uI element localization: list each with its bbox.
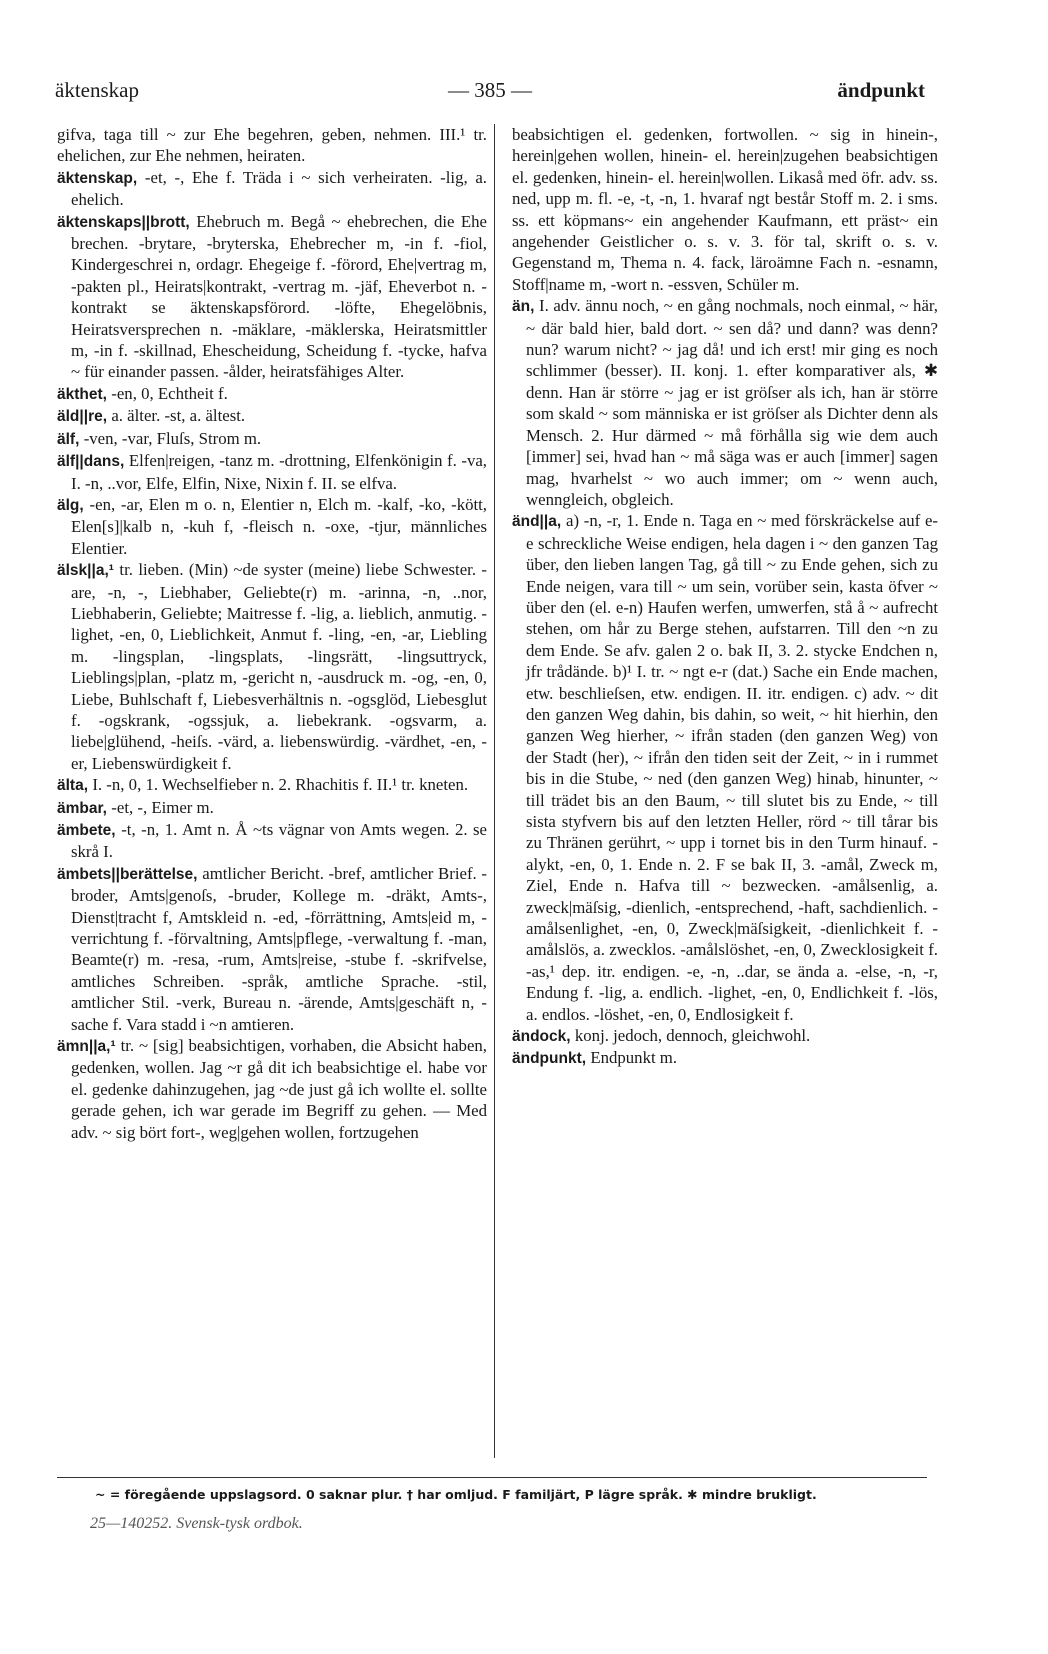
dictionary-entry	[57, 211, 487, 383]
column-divider	[494, 124, 495, 1458]
dictionary-entry	[57, 405, 487, 427]
running-header	[55, 78, 925, 112]
entry-definition: Elfen|reigen, -tanz m. -drottning, Elfenkönigin f. -va, I. -n, ..vor, Elfe, Elfin, Nixe, Nixin f. II. se elfva.	[71, 451, 487, 493]
abbreviation-legend: ~ = föregående uppslagsord. 0 saknar plur. † har omljud. F familjärt, P lägre språk. ✱ mindre brukligt.	[95, 1487, 817, 1502]
left-column	[57, 124, 487, 1143]
entry-headword: älf,	[57, 430, 84, 448]
entry-definition: Ehebruch m. Begå ~ ehebrechen, die Ehe brechen. -brytare, -bryterska, Ehebrecher m, -in f. -fiol, Kindergeschrei n, ordagr. Ehegeige f. -förord, Ehe|vertrag m, -pakten pl., Heirats|kontrakt, -vertrag m. -jäf, Eheverbot n. -kontrakt se äktenskapsförord. -löfte, Ehegelöbnis, Heiratsversprechen n. -mäklare, -mäklerska, Heiratsmittler m, -in f. -skillnad, Ehescheidung, Scheidung f. -tycke, hafva ~ für einander passen. -ålder, heiratsfähiges Alter.	[71, 211, 487, 382]
entry-headword: ämbete,	[57, 822, 122, 839]
entry-headword: äktenskap,	[57, 169, 145, 187]
dictionary-entry	[57, 450, 487, 494]
dictionary-entry	[512, 295, 938, 510]
entry-definition: -et, -, Eimer m.	[111, 797, 214, 817]
page-number: — 385 —	[448, 78, 532, 102]
header-left-catchword: äktenskap	[55, 78, 139, 102]
entry-headword: än,	[512, 298, 540, 316]
entry-definition: I. adv. ännu noch, ~ en gång nochmals, noch einmal, ~ här, ~ där bald hier, bald dort. ~ sen då? und dann? was denn? nun? warum nicht? ~ jag då! und ich erst! mir ging es noch schlimmer (besser). II. konj. 1. efter komparativer als, ✱ denn. Han är större ~ jag er ist gröſser als ich, han är större som skald ~ som människa er ist gröſser als Dichter denn als Mensch. 2. Hur därmed ~ må förhålla sig wie dem auch [immer] sei, hvad han ~ må säga was er auch [immer] sagen mag, hvarhelst ~ wo auch immer; om ~ wenn auch, wenngleich, obgleich.	[526, 296, 939, 509]
entry-definition: gifva, taga till ~ zur Ehe begehren, geben, nehmen. III.¹ tr. ehelichen, zur Ehe nehmen, heiraten.	[57, 125, 487, 166]
dictionary-entry	[57, 774, 487, 796]
entry-definition: -en, -ar, Elen m o. n, Elentier n, Elch m. -kalf, -ko, -kött, Elen[s]|kalb n, -kuh f, -fleisch n. -oxe, -tjur, männliches Elentier.	[71, 494, 487, 558]
entry-definition: konj. jedoch, dennoch, gleichwohl.	[574, 1026, 811, 1046]
dictionary-entry	[512, 1047, 938, 1069]
dictionary-entry	[57, 494, 487, 559]
entry-definition: Endpunkt m.	[590, 1048, 678, 1068]
entry-headword: ämbar,	[57, 799, 112, 817]
header-right-catchword: ändpunkt	[837, 78, 925, 102]
dictionary-entry	[57, 167, 487, 211]
entry-definition: tr. ~ [sig] beabsichtigen, vorhaben, die Absicht haben, gedenken, wollen. Jag ~r gå dit ich beabsichtige el. habe vor el. gedenke dahinzugehen, jag ~de just gå ich wollte el. sollte gerade gehen, ich war gerade im Begriff zu gehen. — Med adv. ~ sig bört fort-, weg|gehen wollen, fortzugehen	[71, 1036, 487, 1142]
entry-definition: -et, -, Ehe f. Träda i ~ sich verheiraten. -lig, a. ehelich.	[71, 167, 487, 210]
dictionary-entry	[57, 797, 487, 819]
entry-headword: älsk||a,¹	[57, 562, 120, 580]
printer-signature: 25—140252. Svensk-tysk ordbok.	[90, 1515, 303, 1532]
dictionary-entry	[57, 428, 487, 450]
entry-headword: ändpunkt,	[512, 1050, 591, 1068]
entry-definition: -ven, -var, Fluſs, Strom m.	[83, 428, 262, 448]
entry-headword: älta,	[57, 777, 93, 795]
entry-headword: ämbets||berättelse,	[57, 865, 203, 883]
entry-headword: äktenskaps||brott,	[57, 213, 197, 231]
entry-definition: beabsichtigen el. gedenken, fortwollen. ~ sig in hinein-, herein|gehen wollen, hinein- el. herein|zugehen beabsichtigen el. gedenken, hinein- el. herein|wollen. Likaså med öfr. adv. ss. ned, upp m. fl. -e, -t, -n, 1. hvaraf ngt består Stoff m. 2. i sms. ss. ett köpmans~ ein angehender Kaufmann, ett präst~ ein angehender Geistlicher o. s. v. 3. för tal, skrift o. s. v. Gegenstand m, Thema n. 4. fack, läroämne Fach n. -esnamn, Stoff|name m, -wort n. -essven, Schüler m.	[512, 125, 938, 294]
entry-definition: a) -n, -r, 1. Ende n. Taga en ~ med förskräckelse auf e-e schreckliche Weise endigen, hela dagen i ~ den ganzen Tag über, den lieben langen Tag, gå till ~ zu Ende gehen, sich zu Ende neigen, vara till ~ um sein, vorüber sein, kasta öfver ~ über den (el. e-n) Haufen werfen, umwerfen, stå å ~ aufrecht stehen, om hår zu Berge stehen, aufstarren. Till den ~n zu dem Ende. Se afv. galen 2 o. bak II, 3. 2. stycke Endchen n, jfr trådände. b)¹ I. tr. ~ ngt e-r (dat.) Sache ein Ende machen, etw. beschlieſsen, etw. endigen. II. itr. endigen. c) adv. ~ dit den ganzen Weg dahin, bis dahin, so weit, ~ hit hierhin, den ganzen Weg hierher, ~ ifrån staden (den ganzen Weg) von der Stadt (her), ~ ifrån den tiden seit der Zeit, ~ in i rummet bis in die Stube, ~ ned (den ganzen Weg) hinab, hinunter, ~ till trädet bis an den Baum, ~ till slutet bis zu Ende, ~ till sista styfvern bis auf den letzten Heller, rörd ~ till tårar bis zu Thränen gerührt, ~ upp i tornet bis in den Turm hinauf. -alykt, -en, 0, 1. Ende n. 2. F se bak II, 3. -amål, Zweck m, Ziel, Ende n. Hafva till ~ bezwecken. -amålsenlig, a. zweck|mäſsig, -dienlich, -entsprechend, -haft, sachdienlich. -amålsenlighet, -en, 0, Zweck|mäſsigkeit, -dienlichkeit f. -amålslös, a. zwecklos. -amålslöshet, -en, 0, Zwecklosigkeit f. -as,¹ dep. itr. endigen. -e, -n, ..dar, se ända a. -else, -n, -r, Endung f. -lig, a. endlich. -lighet, -en, 0, Endlichkeit f. -lös, a. endlos. -löshet, -en, 0, Endlosigkeit f.	[526, 511, 938, 1024]
entry-definition: -t, -n, 1. Amt n. Å ~ts vägnar von Amts wegen. 2. se skrå I.	[71, 820, 487, 862]
right-column	[512, 124, 938, 1070]
entry-headword: äkthet,	[57, 385, 112, 403]
dictionary-entry	[57, 559, 487, 774]
entry-headword: ändock,	[512, 1028, 575, 1046]
entry-definition: tr. lieben. (Min) ~de syster (meine) liebe Schwester. -are, -n, -, Liebhaber, Geliebte(r) m. -arinna, -n, ..nor, Liebhaberin, Geliebte; Maitresse f. -lig, a. lieblich, anmutig. -lighet, -en, 0, Lieblichkeit, Anmut f. -ling, -en, -ar, Liebling m. -lingsplan, -lingsplats, -lingsrätt, -lingsuttryck, Lieblings|plan, -platz m, -gericht n, -ausdruck m. -og, -en, 0, Liebe, Buhlschaft f, Liebesverhältnis n. -ogsglöd, Liebesglut f. -ogskrank, -ogssjuk, a. liebekrank. -ogsvarm, a. liebe|glühend, -heiſs. -värd, a. liebenswürdig. -värdhet, -en, -er, Liebenswürdigkeit f.	[71, 560, 487, 773]
dictionary-entry	[57, 383, 487, 405]
entry-headword: älf||dans,	[57, 453, 129, 471]
entry-definition: I. -n, 0, 1. Wechselfieber n. 2. Rhachitis f. II.¹ tr. kneten.	[92, 775, 469, 795]
entry-headword: äld||re,	[57, 408, 112, 426]
entry-headword: älg,	[57, 496, 90, 514]
entry-headword: ämn||a,¹	[57, 1038, 121, 1056]
entry-definition: a. älter. -st, a. ältest.	[111, 406, 246, 426]
entry-headword: änd||a,	[512, 513, 566, 531]
dictionary-entry	[512, 1025, 938, 1047]
dictionary-entry	[57, 1035, 487, 1143]
entry-definition: amtlicher Bericht. -bref, amtlicher Brief. -broder, Amts|genoſs, -bruder, Kollege m. -dräkt, Amts-, Dienst|tracht f, Amtskleid n. -ed, -förrättning, Amts|eid m, -verrichtung f. -förvaltning, Amts|pflege, -verwaltung f. -man, Beamte(r) m. -resa, -rum, Amts|reise, -stube f. -skrifvelse, amtliches Schreiben. -språk, amtliche Sprache. -stil, amtlicher Stil. -verk, Bureau n. -ärende, Amts|geschäft n, -sache f. Vara stadd i ~n amtieren.	[71, 863, 487, 1034]
entry-definition: -en, 0, Echtheit f.	[111, 383, 228, 403]
dictionary-entry	[512, 124, 938, 295]
dictionary-entry	[57, 863, 487, 1035]
footer-rule	[57, 1477, 927, 1478]
dictionary-entry	[57, 124, 487, 167]
dictionary-entry	[512, 510, 938, 1025]
dictionary-entry	[57, 819, 487, 863]
